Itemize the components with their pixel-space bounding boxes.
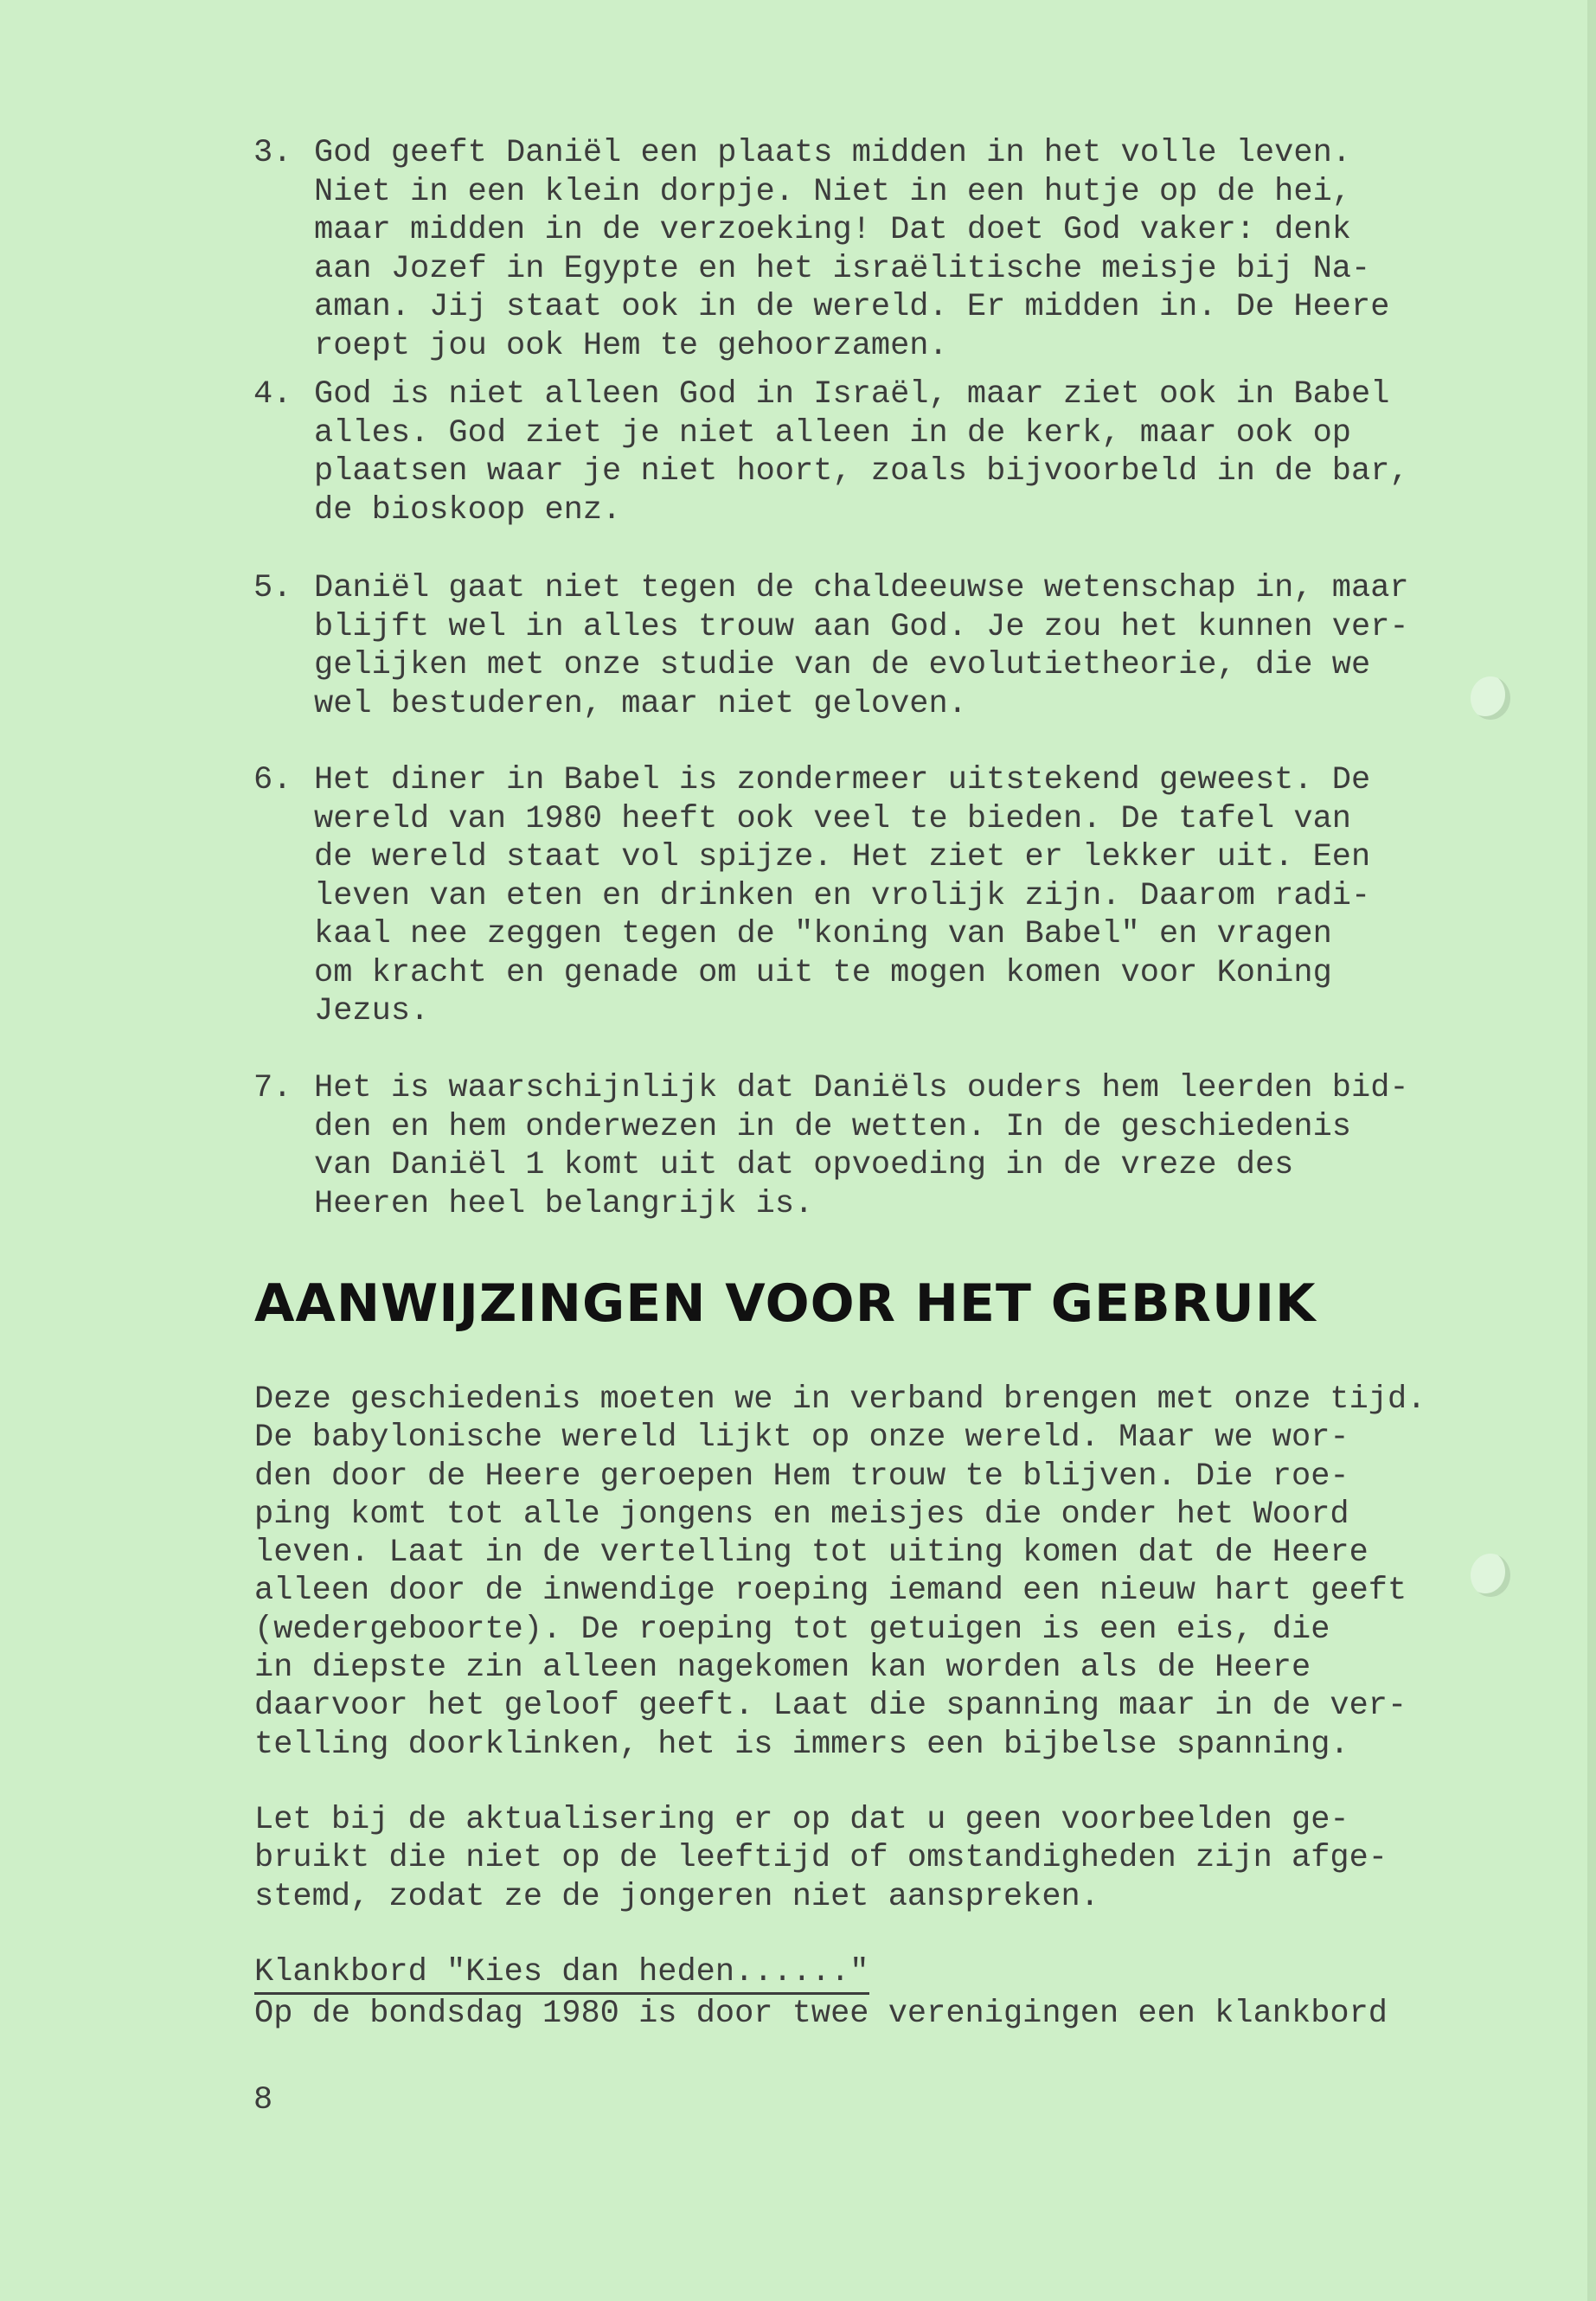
paragraph-1: Deze geschiedenis moeten we in verband brengen met onze tijd. De babylonische wereld lijkt op onze wereld. Maar we wor- den door de Heere geroepen Hem trouw te blijven. Die roe- ping komt tot alle jongens en meisjes die onder het Woord leven. Laat in de vertelling tot uiting komen dat de Heere alleen door de inwendige roeping iemand een nieuw hart geeft (wedergeboorte). De roeping tot getuigen is een eis, die in diepste zin alleen nagekomen kan worden als de Heere daarvoor het geloof geeft. Laat die spanning maar in de ver- telling doorklinken, het is immers een bijbelse spanning.: [254, 1381, 1426, 1763]
paragraph-2: Let bij de aktualisering er op dat u geen voorbeelden ge- bruikt die niet op de leeftijd of omstandigheden zijn afge- stemd, zodat ze de jongeren niet aanspreken.: [254, 1802, 1388, 1915]
list-item-5: [253, 569, 1439, 723]
item-text: God geeft Daniël een plaats midden in het volle leven. Niet in een klein dorpje. Niet in een hutje op de hei, maar midden in de verzoeking! Dat doet God vaker: denk aan Jozef in Egypte en het israëlitische meisje bij Na- aman. Jij staat ook in de wereld. Er midden in. De Heere roept jou ook Hem te gehoorzamen.: [314, 135, 1390, 364]
item-number: 3.: [253, 135, 292, 171]
list-item-6: [253, 761, 1439, 1031]
klankbord-text: Op de bondsdag 1980 is door twee verenigingen een klankbord: [254, 1996, 1388, 2032]
item-text: Daniël gaat niet tegen de chaldeeuwse wetenschap in, maar blijft wel in alles trouw aan God. Je zou het kunnen ver- gelijken met onze studie van de evolutietheorie, die we wel bestuderen, maar niet geloven.: [314, 570, 1409, 722]
section-heading: AANWIJZINGEN VOOR HET GEBRUIK: [254, 1273, 1317, 1334]
list-item-7: [253, 1069, 1439, 1223]
page-edge: [1587, 0, 1596, 2301]
klankbord-title: Klankbord "Kies dan heden......": [254, 1953, 869, 1995]
item-text: God is niet alleen God in Israël, maar ziet ook in Babel alles. God ziet je niet alleen in de kerk, maar ook op plaatsen waar je niet hoort, zoals bijvoorbeld in de bar, de bioskoop enz.: [314, 376, 1409, 529]
item-text: Het diner in Babel is zondermeer uitstekend geweest. De wereld van 1980 heeft ook veel te bieden. De tafel van de wereld staat vol spijze. Het ziet er lekker uit. Een leven van eten en drinken en vrolijk zijn. Daarom radi- kaal nee zeggen tegen de "koning van Babel" en vragen om kracht en genade om uit te mogen komen voor Koning Jezus.: [314, 762, 1371, 1029]
punch-hole-top: [1471, 676, 1510, 720]
item-text: Het is waarschijnlijk dat Daniëls ouders hem leerden bid- den en hem onderwezen in de wetten. In de geschiedenis van Daniël 1 komt uit dat opvoeding in de vreze des Heeren heel belangrijk is.: [314, 1070, 1409, 1222]
punch-hole-bottom: [1471, 1554, 1510, 1597]
list-item-3: [253, 134, 1439, 365]
item-number: 5.: [253, 570, 292, 606]
item-number: 4.: [253, 376, 292, 413]
item-number: 7.: [253, 1070, 292, 1106]
item-number: 6.: [253, 762, 292, 798]
list-item-4: [253, 375, 1439, 529]
page-number: 8: [253, 2082, 273, 2118]
